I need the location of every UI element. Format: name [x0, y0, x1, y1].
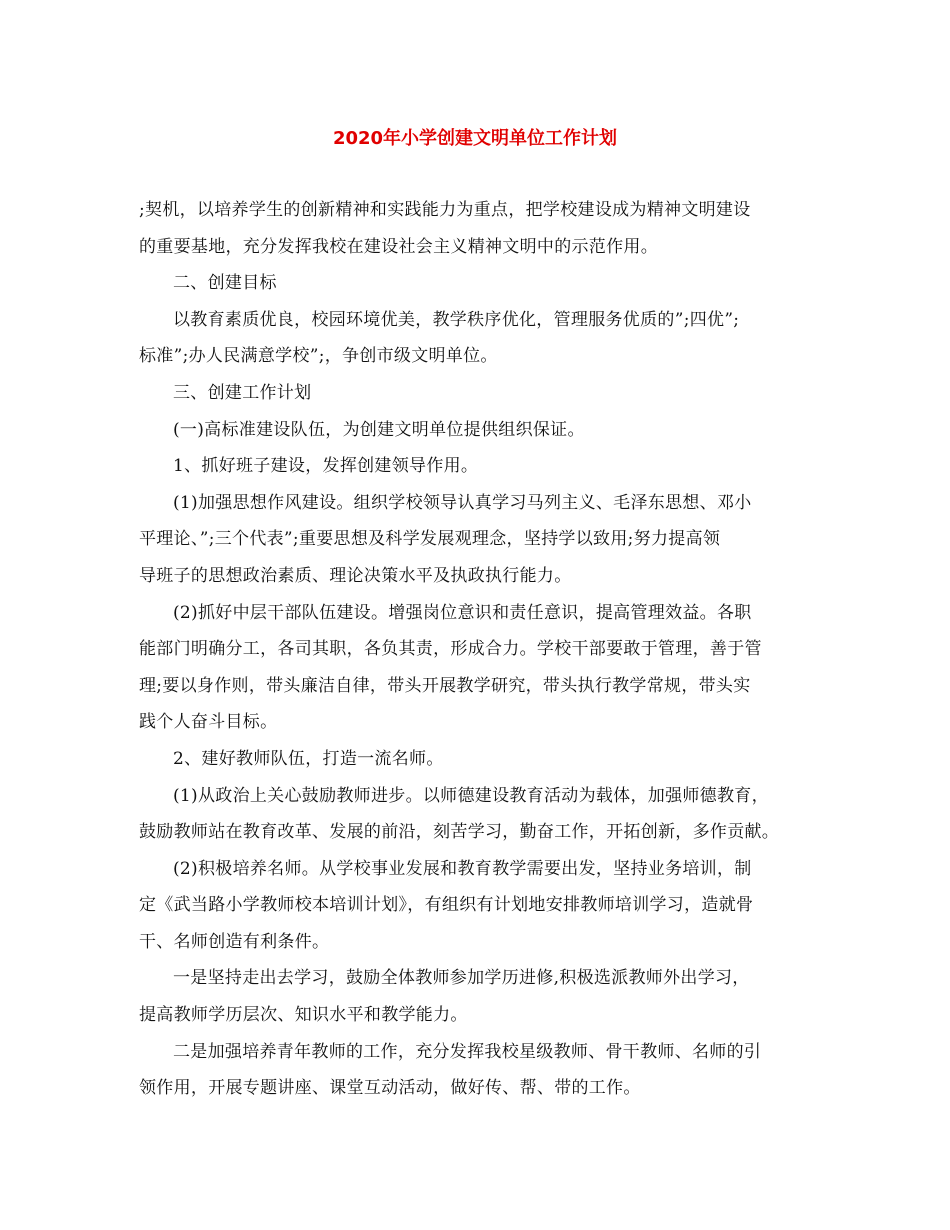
- body-line: 二是加强培养青年教师的工作，充分发挥我校星级教师、骨干教师、名师的引: [173, 1041, 762, 1062]
- body-line: 的重要基地，充分发挥我校在建设社会主义精神文明中的示范作用。: [139, 236, 658, 257]
- body-line: (1)加强思想作风建设。组织学校领导认真学习马列主义、毛泽东思想、邓小: [173, 492, 752, 513]
- document-title: 2020年小学创建文明单位工作计划: [332, 128, 618, 149]
- subsection-heading: (一)高标准建设队伍，为创建文明单位提供组织保证。: [173, 419, 585, 440]
- body-line: (1)从政治上关心鼓励教师进步。以师德建设教育活动为载体，加强师德教育，: [173, 785, 769, 806]
- body-line: 导班子的思想政治素质、理论决策水平及执政执行能力。: [139, 565, 572, 586]
- body-line: 标准”;办人民满意学校”;，争创市级文明单位。: [139, 346, 498, 367]
- body-line: 理;要以身作则，带头廉洁自律，带头开展教学研究，带头执行教学常规，带头实: [139, 675, 751, 696]
- body-line: 能部门明确分工，各司其职，各负其责，形成合力。学校干部要敢于管理，善于管: [139, 639, 762, 660]
- section-heading: 三、创建工作计划: [173, 382, 312, 403]
- body-line: 以教育素质优良，校园环境优美，教学秩序优化，管理服务优质的”;四优”;: [173, 309, 740, 330]
- body-line: 定《武当路小学教师校本培训计划》，有组织有计划地安排教师培训学习，造就骨: [139, 895, 754, 916]
- item-heading: 2、建好教师队伍，打造一流名师。: [173, 748, 444, 769]
- body-line: ;契机，以培养学生的创新精神和实践能力为重点，把学校建设成为精神文明建设: [139, 200, 751, 220]
- body-line: 平理论、”;三个代表”;重要思想及科学发展观理念，坚持学以致用;努力提高领: [139, 529, 721, 550]
- body-line: (2)积极培养名师。从学校事业发展和教育教学需要出发，坚持业务培训，制: [173, 858, 752, 879]
- body-line: 领作用，开展专题讲座、课堂互动活动，做好传、帮、带的工作。: [139, 1078, 641, 1099]
- body-line: (2)抓好中层干部队伍建设。增强岗位意识和责任意识，提高管理效益。各职: [173, 602, 752, 623]
- body-line: 提高教师学历层次、知识水平和教学能力。: [139, 1005, 468, 1026]
- item-heading: 1、抓好班子建设，发挥创建领导作用。: [173, 456, 479, 477]
- body-line: 践个人奋斗目标。: [139, 712, 278, 733]
- document-body: [139, 192, 829, 1107]
- body-line: 一是坚持走出去学习，鼓励全体教师参加学历进修,积极选派教师外出学习，: [173, 968, 750, 989]
- section-heading: 二、创建目标: [173, 273, 277, 294]
- body-line: 鼓励教师站在教育改革、发展的前沿，刻苦学习，勤奋工作，开拓创新，多作贡献。: [139, 822, 780, 843]
- body-line: 干、名师创造有利条件。: [139, 931, 330, 952]
